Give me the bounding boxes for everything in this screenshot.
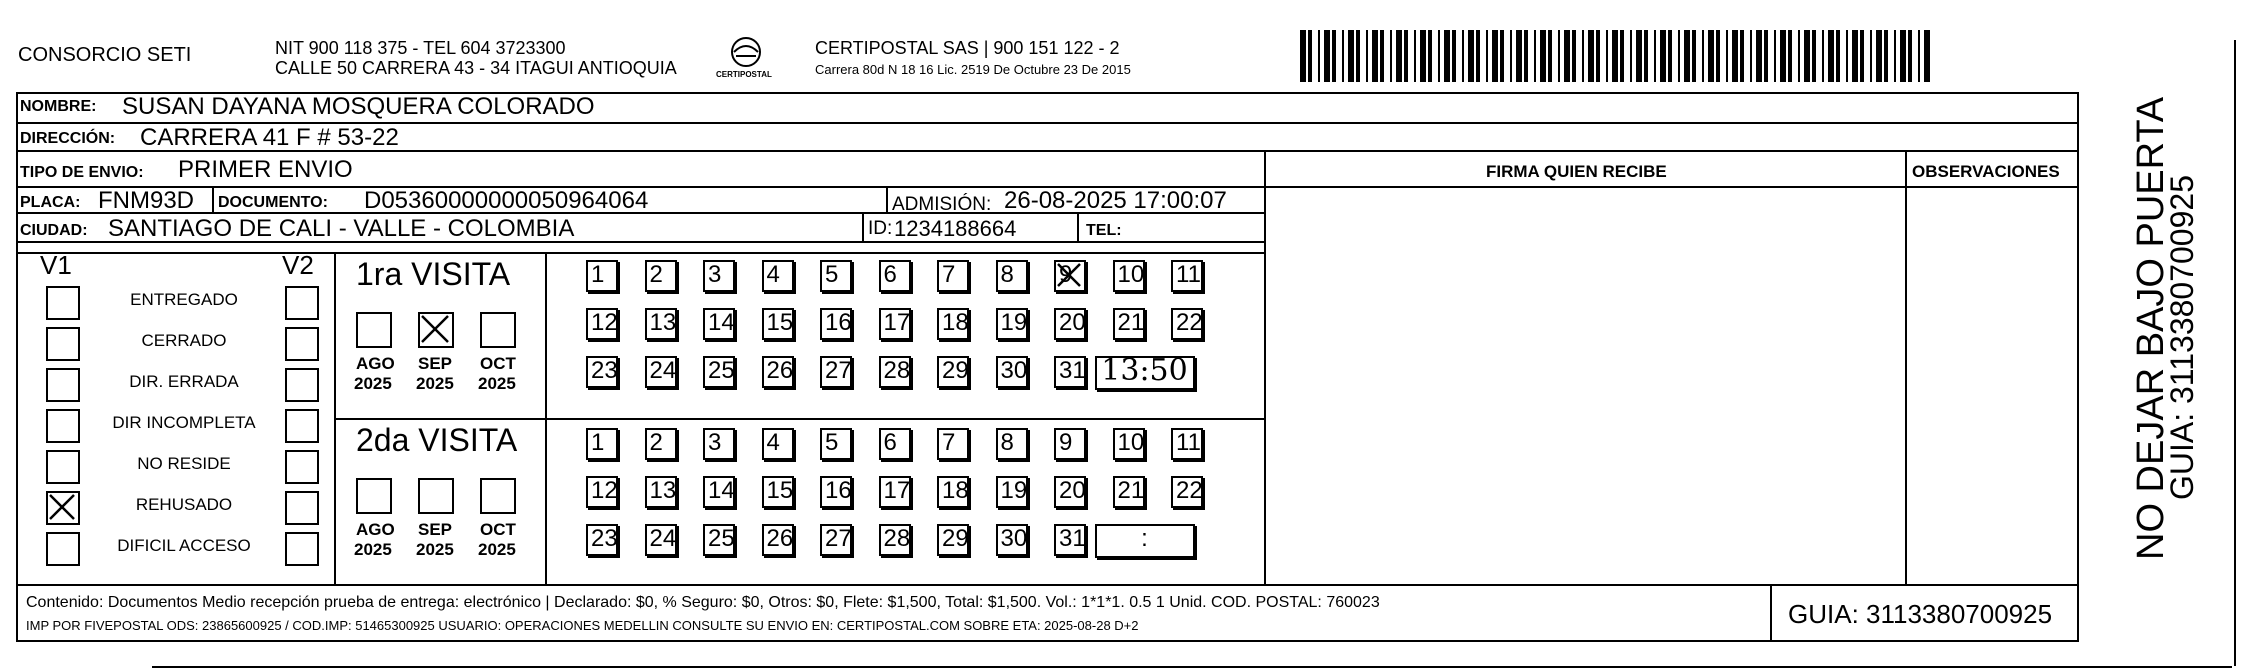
tipo-envio-label: TIPO DE ENVIO: <box>20 164 144 181</box>
time-box[interactable]: : <box>1095 524 1195 558</box>
day-box[interactable]: 2 <box>645 260 677 292</box>
month-checkbox[interactable] <box>356 312 392 348</box>
v2-checkbox[interactable] <box>285 327 319 361</box>
barcode-bar <box>1444 30 1450 82</box>
status-label: CERRADO <box>141 331 227 350</box>
barcode-bar <box>1582 30 1584 82</box>
barcode-bar <box>1396 30 1402 82</box>
day-box[interactable]: 8 <box>996 260 1028 292</box>
day-box[interactable]: 4 <box>762 428 794 460</box>
day-box[interactable]: 12 <box>586 476 618 508</box>
barcode-bar <box>1924 30 1930 82</box>
v1-header: V1 <box>40 250 72 280</box>
day-box[interactable]: 6 <box>879 428 911 460</box>
nit-line: NIT 900 118 375 - TEL 604 3723300 <box>275 38 566 58</box>
day-box[interactable]: 2 <box>645 428 677 460</box>
direccion-value: CARRERA 41 F # 53-22 <box>140 124 399 151</box>
barcode-bar <box>1750 30 1752 82</box>
side-guia: GUIA: 3113380700925 <box>2164 175 2200 500</box>
ciudad-label: CIUDAD: <box>20 222 88 239</box>
barcode-bar <box>1798 30 1800 82</box>
barcode-bar <box>1884 30 1888 82</box>
barcode-bar <box>1510 30 1512 82</box>
barcode-bar <box>1492 30 1498 82</box>
day-box[interactable]: 28 <box>879 524 911 556</box>
barcode-bar <box>1548 30 1552 82</box>
day-box[interactable]: 20 <box>1054 308 1086 340</box>
footer-guia: GUIA: 3113380700925 <box>1788 599 2053 629</box>
barcode-bar <box>1918 30 1920 82</box>
year-label: 2025 <box>354 374 392 393</box>
day-box[interactable]: 6 <box>879 260 911 292</box>
v2-checkbox[interactable] <box>285 491 319 525</box>
day-box[interactable]: 17 <box>879 308 911 340</box>
v1-checkbox[interactable] <box>46 368 80 402</box>
year-label: 2025 <box>478 374 516 393</box>
day-box[interactable]: 9 <box>1054 428 1086 460</box>
barcode-bar <box>1678 30 1680 82</box>
id-value: 1234188664 <box>894 216 1017 241</box>
day-box[interactable]: 18 <box>937 308 969 340</box>
certipostal-logo-text: CERTIPOSTAL <box>716 70 772 79</box>
barcode-bar <box>1534 30 1536 82</box>
day-box[interactable]: 5 <box>820 428 852 460</box>
barcode-bar <box>1516 30 1522 82</box>
day-box[interactable]: 11 <box>1171 260 1203 292</box>
month-checkbox[interactable] <box>418 478 454 514</box>
barcode-bar <box>1654 30 1656 82</box>
year-label: 2025 <box>416 540 454 559</box>
barcode-bar <box>1428 30 1432 82</box>
v1-checkbox[interactable] <box>46 327 80 361</box>
day-box[interactable]: 26 <box>762 524 794 556</box>
status-label: DIR. ERRADA <box>129 372 239 391</box>
barcode-bar <box>1332 30 1336 82</box>
barcode-bar <box>1420 30 1426 82</box>
first-visit-title: 1ra VISITA <box>356 256 511 292</box>
barcode-bar <box>1732 30 1738 82</box>
day-box[interactable]: 16 <box>820 308 852 340</box>
time-box[interactable]: 13:50 <box>1095 356 1195 390</box>
documento-label: DOCUMENTO: <box>218 194 328 211</box>
tel-label: TEL: <box>1086 222 1122 239</box>
day-box[interactable]: 12 <box>586 308 618 340</box>
day-box[interactable]: 29 <box>937 524 969 556</box>
nombre-value: SUSAN DAYANA MOSQUERA COLORADO <box>122 93 595 120</box>
barcode-bar <box>1908 30 1912 82</box>
v2-checkbox[interactable] <box>285 532 319 566</box>
day-box[interactable]: 22 <box>1171 476 1203 508</box>
month-checkbox[interactable] <box>418 312 454 348</box>
barcode-bar <box>1630 30 1632 82</box>
day-box[interactable]: 11 <box>1171 428 1203 460</box>
barcode-bar <box>1588 30 1594 82</box>
barcode-bar <box>1572 30 1576 82</box>
day-box[interactable]: 7 <box>937 260 969 292</box>
barcode-bar <box>1780 30 1786 82</box>
day-box[interactable]: 25 <box>703 524 735 556</box>
barcode-bar <box>1612 30 1618 82</box>
barcode-bar <box>1300 30 1306 82</box>
v2-checkbox[interactable] <box>285 368 319 402</box>
barcode-bar <box>1836 30 1840 82</box>
barcode-bar <box>1812 30 1816 82</box>
month-label: AGO <box>356 520 395 539</box>
status-label: NO RESIDE <box>137 454 231 473</box>
second-visit-title: 2da VISITA <box>356 422 518 458</box>
barcode-bar <box>1486 30 1488 82</box>
barcode-bar <box>1644 30 1648 82</box>
day-box[interactable]: 26 <box>762 356 794 388</box>
barcode-bar <box>1342 30 1344 82</box>
day-box[interactable]: 15 <box>762 476 794 508</box>
barcode-bar <box>1540 30 1546 82</box>
v2-checkbox[interactable] <box>285 409 319 443</box>
tipo-envio-value: PRIMER ENVIO <box>178 156 353 183</box>
barcode-bar <box>1870 30 1872 82</box>
certipostal-line-1: CERTIPOSTAL SAS | 900 151 122 - 2 <box>815 38 1120 58</box>
month-label: SEP <box>418 520 453 539</box>
day-box[interactable]: 21 <box>1113 308 1145 340</box>
id-label: ID: <box>868 218 893 239</box>
day-box[interactable]: 23 <box>586 356 618 388</box>
barcode-bar <box>1404 30 1408 82</box>
certipostal-logo-icon <box>710 36 782 86</box>
day-box[interactable]: 13 <box>645 308 677 340</box>
day-box[interactable]: 24 <box>645 356 677 388</box>
day-box[interactable]: 5 <box>820 260 852 292</box>
day-box[interactable]: 8 <box>996 428 1028 460</box>
month-label: SEP <box>418 354 453 373</box>
day-box[interactable]: 18 <box>937 476 969 508</box>
day-box[interactable]: 20 <box>1054 476 1086 508</box>
barcode-bar <box>1804 30 1810 82</box>
day-box[interactable]: 7 <box>937 428 969 460</box>
barcode-bar <box>1668 30 1672 82</box>
certipostal-line-2: Carrera 80d N 18 16 Lic. 2519 De Octubre 23 De 2015 <box>815 62 1131 77</box>
month-checkbox[interactable] <box>480 478 516 514</box>
month-label: AGO <box>356 354 395 373</box>
barcode-bar <box>1764 30 1768 82</box>
barcode-bar <box>1894 30 1896 82</box>
day-box[interactable]: 3 <box>703 260 735 292</box>
barcode-bar <box>1860 30 1864 82</box>
x-mark-icon <box>420 314 452 346</box>
day-box[interactable]: 31 <box>1054 524 1086 556</box>
barcode-bar <box>1462 30 1464 82</box>
barcode-bar <box>1756 30 1762 82</box>
day-box[interactable]: 19 <box>996 476 1028 508</box>
barcode-bar <box>1852 30 1858 82</box>
day-box[interactable]: 23 <box>586 524 618 556</box>
day-box[interactable]: 24 <box>645 524 677 556</box>
day-box[interactable]: 10 <box>1113 428 1145 460</box>
barcode-bar <box>1636 30 1642 82</box>
barcode-bar <box>1356 30 1360 82</box>
month-checkbox[interactable] <box>356 478 392 514</box>
day-box[interactable]: 15 <box>762 308 794 340</box>
firma-header: FIRMA QUIEN RECIBE <box>1486 162 1667 181</box>
barcode-bar <box>1366 30 1368 82</box>
year-label: 2025 <box>416 374 454 393</box>
day-box[interactable]: 19 <box>996 308 1028 340</box>
barcode-bar <box>1438 30 1440 82</box>
day-box[interactable]: 28 <box>879 356 911 388</box>
day-box[interactable]: 27 <box>820 524 852 556</box>
barcode-bar <box>1564 30 1570 82</box>
v1-checkbox[interactable] <box>46 286 80 320</box>
direccion-label: DIRECCIÓN: <box>20 130 116 147</box>
barcode-bar <box>1774 30 1776 82</box>
v1-checkbox[interactable] <box>46 450 80 484</box>
status-label: REHUSADO <box>135 495 233 514</box>
barcode-bar <box>1606 30 1608 82</box>
day-box[interactable]: 25 <box>703 356 735 388</box>
month-checkbox[interactable] <box>480 312 516 348</box>
placa-label: PLACA: <box>20 194 81 211</box>
barcode-bar <box>1684 30 1690 82</box>
footer-print-line: IMP POR FIVEPOSTAL ODS: 23865600925 / COD.IMP: 51465300925 USUARIO: OPERACIONES MEDELLIN CONSULTE SU ENVIO EN: CERTIPOSTAL.COM SOBRE ETA: 2025-08-28 D+2 <box>26 618 1139 633</box>
month-label: OCT <box>480 354 516 373</box>
side-warning: NO DEJAR BAJO PUERTA <box>2130 96 2172 560</box>
day-box[interactable]: 1 <box>586 428 618 460</box>
day-box[interactable]: 14 <box>703 476 735 508</box>
v2-checkbox[interactable] <box>285 286 319 320</box>
day-box[interactable]: 21 <box>1113 476 1145 508</box>
barcode-bar <box>1726 30 1728 82</box>
barcode-bar <box>1452 30 1456 82</box>
admision-label: ADMISIÓN: <box>892 194 992 215</box>
address-line: CALLE 50 CARRERA 43 - 34 ITAGUI ANTIOQUIA <box>275 58 677 78</box>
barcode-bar <box>1702 30 1704 82</box>
day-box[interactable]: 9 <box>1054 260 1086 292</box>
barcode-bar <box>1372 30 1378 82</box>
barcode-bar <box>1348 30 1354 82</box>
documento-value: D05360000000050964064 <box>364 187 649 214</box>
day-box[interactable]: 30 <box>996 356 1028 388</box>
month-label: OCT <box>480 520 516 539</box>
barcode-bar <box>1476 30 1480 82</box>
company-name: CONSORCIO SETI <box>18 44 192 66</box>
barcode-bar <box>1308 30 1312 82</box>
barcode-bar <box>1390 30 1392 82</box>
barcode <box>1300 30 1930 82</box>
barcode-bar <box>1822 30 1824 82</box>
barcode-bar <box>1788 30 1792 82</box>
barcode-bar <box>1620 30 1624 82</box>
v2-header: V2 <box>282 250 314 280</box>
barcode-bar <box>1660 30 1666 82</box>
day-box[interactable]: 13 <box>645 476 677 508</box>
day-box[interactable]: 31 <box>1054 356 1086 388</box>
day-box[interactable]: 3 <box>703 428 735 460</box>
barcode-bar <box>1900 30 1906 82</box>
day-box[interactable]: 30 <box>996 524 1028 556</box>
day-box[interactable]: 4 <box>762 260 794 292</box>
barcode-bar <box>1740 30 1744 82</box>
barcode-bar <box>1318 30 1320 82</box>
barcode-bar <box>1380 30 1384 82</box>
barcode-bar <box>1500 30 1504 82</box>
v2-checkbox[interactable] <box>285 450 319 484</box>
admision-value: 26-08-2025 17:00:07 <box>1004 187 1227 214</box>
day-box[interactable]: 1 <box>586 260 618 292</box>
barcode-bar <box>1558 30 1560 82</box>
v1-checkbox[interactable] <box>46 532 80 566</box>
day-box[interactable]: 29 <box>937 356 969 388</box>
nombre-label: NOMBRE: <box>20 98 97 115</box>
status-label: DIFICIL ACCESO <box>117 536 251 555</box>
day-box[interactable]: 22 <box>1171 308 1203 340</box>
observaciones-header: OBSERVACIONES <box>1912 162 2060 181</box>
barcode-bar <box>1876 30 1882 82</box>
year-label: 2025 <box>478 540 516 559</box>
barcode-bar <box>1708 30 1714 82</box>
year-label: 2025 <box>354 540 392 559</box>
status-label: ENTREGADO <box>130 290 238 309</box>
barcode-bar <box>1324 30 1330 82</box>
day-box[interactable]: 14 <box>703 308 735 340</box>
barcode-bar <box>1414 30 1416 82</box>
status-label: DIR INCOMPLETA <box>112 413 256 432</box>
x-mark-icon <box>1056 262 1084 290</box>
x-mark-icon <box>48 493 78 523</box>
placa-value: FNM93D <box>98 187 195 214</box>
barcode-bar <box>1828 30 1834 82</box>
barcode-bar <box>1524 30 1528 82</box>
day-box[interactable]: 17 <box>879 476 911 508</box>
barcode-bar <box>1692 30 1696 82</box>
day-box[interactable]: 10 <box>1113 260 1145 292</box>
ciudad-value: SANTIAGO DE CALI - VALLE - COLOMBIA <box>108 215 575 242</box>
day-box[interactable]: 27 <box>820 356 852 388</box>
barcode-bar <box>1596 30 1600 82</box>
day-box[interactable]: 16 <box>820 476 852 508</box>
v1-checkbox[interactable] <box>46 491 80 525</box>
v1-checkbox[interactable] <box>46 409 80 443</box>
footer-content-line: Contenido: Documentos Medio recepción prueba de entrega: electrónico | Declarado: $0, % Seguro: $0, Otros: $0, Flete: $1,500, Total: $1,500. Vol.: 1*1*1. 0.5 1 Unid. COD. POSTAL: 760023 <box>26 594 1380 611</box>
barcode-bar <box>1468 30 1474 82</box>
barcode-bar <box>1716 30 1720 82</box>
barcode-bar <box>1846 30 1848 82</box>
